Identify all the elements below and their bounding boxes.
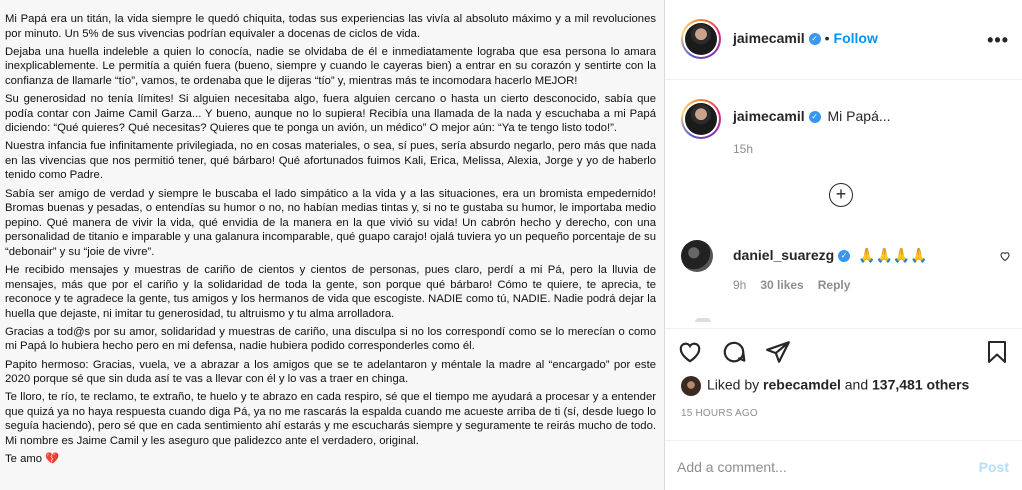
post-paragraph-6: He recibido mensajes y muestras de cariño de cientos y cientos de personas, pues claro, perdí a mi Pá, pero la lluvia de mensajes, más que por el cariño y la solidaridad de toda la gente, son porque qué bárbaro! Cómo te quiere, te aprecia, te reconoce y te agradece la gente, tus amigos y los hermanos de vida que escogiste. NADIE como tú, NADIE. Nadie podrá dejar la huella que dejaste, ni imitar tu generosidad, tu altruismo y tu alma arrolladora.: [5, 264, 656, 320]
comment-icon[interactable]: [721, 339, 747, 365]
heart-icon[interactable]: [677, 339, 703, 365]
post-button[interactable]: Post: [978, 459, 1009, 475]
author-avatar[interactable]: [681, 19, 721, 59]
liker-username[interactable]: rebecamdel: [763, 376, 841, 393]
heart-icon[interactable]: [999, 250, 1011, 262]
header-user-row: [733, 30, 878, 46]
plus-circle-icon[interactable]: +: [829, 183, 853, 207]
post-paragraph-3: Su generosidad no tenía límites! Si alguien necesitaba algo, fuera alguien cercano o hasta un cierto desconocido, sabía que podía contar con Jaime Camil Garza... Y bueno, aunque no lo supiera! Recibía una llamada de la nada y escuchaba a mi Papá diciendo: “Qué quieres? Qué necesitas? Quieres que te ponga un avión, un médico” O mejor aún: “Ya te tengo listo todo!”.: [5, 92, 656, 135]
post-paragraph-10: Te amo 💔: [5, 453, 60, 466]
comment-input[interactable]: Add a comment...: [677, 459, 787, 475]
likes-summary: [681, 376, 969, 396]
caption-text[interactable]: Mi Papá...: [827, 108, 891, 124]
liker-avatar[interactable]: [681, 376, 701, 396]
post-paragraph-2: Dejaba una huella indeleble a quien lo conocía, nadie se olvidaba de él e inmediatamente lograba que esa persona lo amara inexplicablemente. Le permitía a quién fuera (bueno, siempre y cuando le cayeras bien) a entrar en su corazón y sentirte con la confianza de llamarle “tío”, vamos, te ordenaba que le dijeras “tío” y, mientras más te incomodara hacerlo MEJOR!: [5, 45, 656, 87]
more-icon[interactable]: •••: [987, 30, 1009, 50]
action-bar: [665, 328, 1022, 378]
post-paragraph-5: Sabía ser amigo de verdad y siempre le buscaba el lado simpático a la vida y a las situaciones, era un bromista empedernido! Bromas buenas y pesadas, o entendías su humor o no, no habían medias tintas y, si no te gustaba su humor, le importaba medio pepino. Qué manera de vivir la vida, qué envidia de la manera en la que vivió su vida! Un cabrón hecho y derecho, con una personalidad de titanio e imparable y una galanura incomparable, qué guapo carajo! ojalá tuviera yo un pequeño porcentaje de su “debonair” y su “joie de vivre”.: [5, 187, 656, 258]
post-header: [665, 0, 1022, 80]
caption-text-row: [733, 108, 1013, 124]
separator-dot: •: [824, 30, 830, 46]
add-comment-bar: [665, 440, 1022, 490]
post-sidebar: [664, 0, 1022, 490]
bookmark-icon[interactable]: [985, 339, 1009, 365]
reply-button[interactable]: Reply: [817, 278, 851, 292]
next-comment-avatar: [695, 318, 711, 322]
likes-count[interactable]: 137,481 others: [872, 376, 970, 393]
comment-text-row: [733, 247, 928, 264]
verified-icon: ✓: [838, 250, 850, 262]
caption-username[interactable]: jaimecamil: [733, 108, 805, 124]
post-paragraph-1: Mi Papá era un titán, la vida siempre le quedó chiquita, todas sus experiencias las vivía al absoluto máximo y a mil revoluciones por minuto. Un 5% de sus vivencias podrían equivaler a docenas de ciclos de vida.: [5, 13, 656, 40]
verified-icon: ✓: [809, 111, 821, 123]
comment-meta: [733, 278, 864, 292]
post-paragraph-7: Gracias a tod@s por su amor, solidaridad y muestras de cariño, una disculpa si no los correspondí como se lo merecían o como mi Papá lo hubiera hecho pero en mi defensa, nadie hubiera podido corresponderles como él.: [5, 325, 656, 353]
author-username[interactable]: jaimecamil: [733, 30, 805, 46]
share-icon[interactable]: [765, 339, 791, 365]
follow-button[interactable]: Follow: [833, 30, 878, 46]
likes-connector: and: [844, 376, 869, 393]
post-timestamp: 15 HOURS AGO: [681, 408, 758, 419]
post-paragraph-4: Nuestra infancia fue infinitamente privilegiada, no en cosas materiales, o sea, sí pues, sería absurdo negarlo, pero más que nada en las vivencias que nos permitió tener, qué bárbaro! Qué afortunados fuimos Kali, Erica, Melissa, Alexia, Jorge y yo de haberlo tenido como Padre.: [5, 140, 656, 182]
commenter-avatar[interactable]: [681, 240, 713, 272]
comment-time: 9h: [733, 278, 747, 292]
caption-time: 15h: [733, 142, 754, 156]
post-paragraph-8: Papito hermoso: Gracias, vuela, ve a abrazar a los amigos que se te adelantaron y méntale la madre al “encargado” por este 2020 porque sé que sin duda así te vas a llevar con él y lo vas a traer en chinga.: [5, 358, 656, 386]
comment-text: 🙏🙏🙏🙏: [858, 247, 928, 263]
comment-likes[interactable]: 30 likes: [760, 278, 804, 292]
likes-prefix: Liked by: [707, 376, 760, 393]
commenter-username[interactable]: daniel_suarezg: [733, 247, 835, 263]
caption-avatar[interactable]: [681, 99, 721, 139]
verified-icon: ✓: [809, 33, 821, 45]
post-paragraph-9: Te lloro, te río, te reclamo, te extraño, te huelo y te abrazo en cada respiro, sé que el tiempo me ayudará a procesar y a entender que quizá ya no haya respuesta cuando diga Pá, ya no me rascarás la espalda cuando me acueste arriba de ti (sí, desde luego lo seguía haciendo), pero sé que en cada sentimiento ahí estarás y me escucharás siempre y seguramente te reirás mucho de todo. Mi nombre es Jaime Camil y les aseguro que palidezco ante el verdadero, original.: [5, 391, 656, 448]
